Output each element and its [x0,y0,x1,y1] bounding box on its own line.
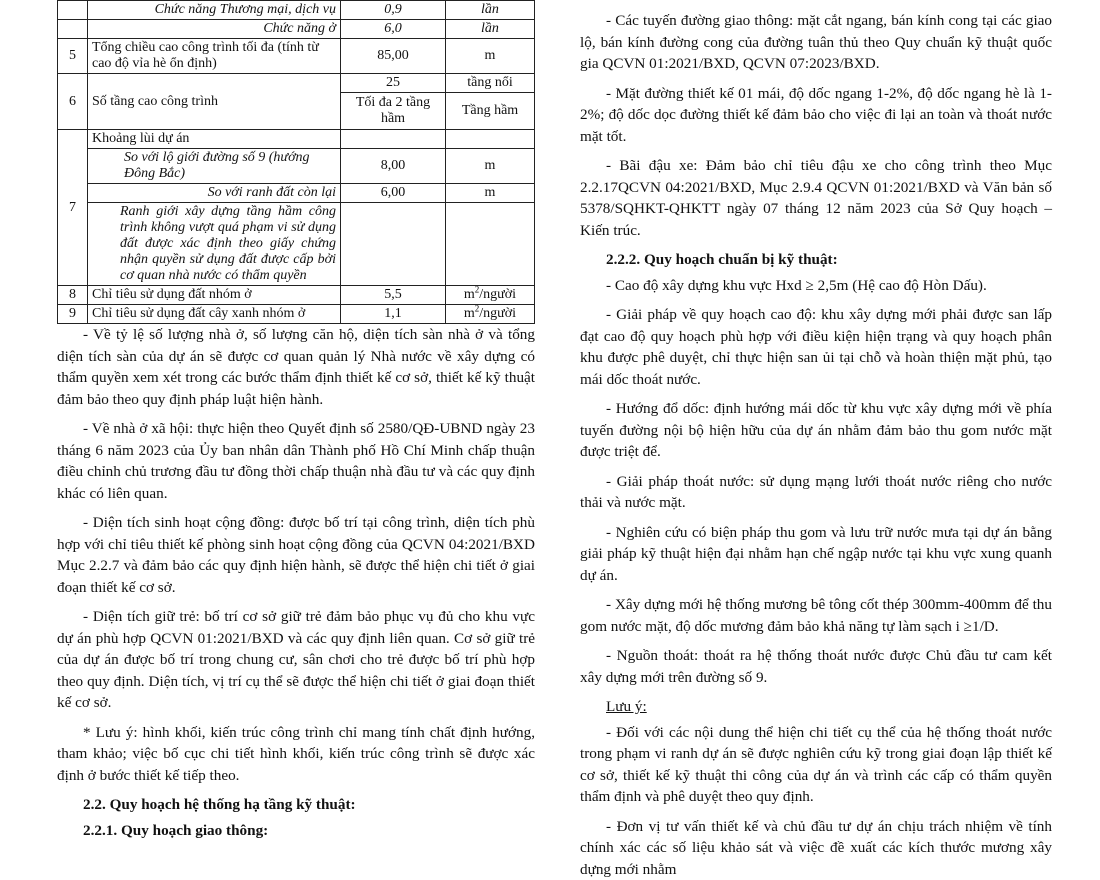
row-sublabel: So với ranh đất còn lại [88,184,341,203]
section-heading: 2.2.1. Quy hoạch giao thông: [57,820,535,842]
paragraph: - Về tỷ lệ số lượng nhà ở, số lượng căn hộ, diện tích sàn nhà ở và tổng diện tích sàn của dự án sẽ được cơ quan quản lý Nhà nước về xây dựng có thẩm quyền xem xét trong các bước thẩm định thiết kế cơ sở, thiết kế kỹ thuật đảm bảo theo quy định pháp luật hiện hành. [57,324,535,410]
paragraph: - Bãi đậu xe: Đảm bảo chỉ tiêu đậu xe cho công trình theo Mục 2.2.17QCVN 04:2021/BXD, Mục 2.9.4 QCVN 01:2021/BXD và Văn bản số 5378/SQHKT-QHKTT ngày 07 tháng 12 năm 2023 của Sở Quy hoạch – Kiến trúc. [580,155,1052,241]
table-row [58,305,535,324]
paragraph: * Lưu ý: hình khối, kiến trúc công trình chỉ mang tính chất định hướng, tham khảo; việc bố cục chi tiết hình khối, kiến trúc công trình sẽ được xác định ở bước thiết kế tiếp theo. [57,722,535,787]
paragraph: - Đối với các nội dung thể hiện chi tiết cụ thể của hệ thống thoát nước trong phạm vi ranh dự án sẽ được nghiên cứu kỹ trong giai đoạn lập thiết kế cơ sở, thiết kế kỹ thuật thi công của dự án và trình các cấp có thẩm quyền thẩm định và phê duyệt theo quy định. [580,722,1052,808]
row-value: 6,00 [341,184,446,203]
paragraph: - Giải pháp thoát nước: sử dụng mạng lưới thoát nước riêng cho nước thải và nước mặt. [580,471,1052,514]
row-sublabel: So với lộ giới đường số 9 (hướng Đông Bắc) [88,149,341,184]
paragraph: - Mặt đường thiết kế 01 mái, độ dốc ngang 1-2%, độ dốc ngang hè là 1-2%; độ dốc dọc đường thiết kế đảm bảo cho việc đi lại an toàn và thoát nước mặt tốt. [580,83,1052,148]
left-column [57,0,535,841]
table-row [58,20,535,39]
row-label: Chỉ tiêu sử dụng đất nhóm ở [88,286,341,305]
table-row [58,1,535,20]
row-unit: lần [446,20,535,39]
row-value: 25 [341,74,446,93]
row-value: 0,9 [341,1,446,20]
section-heading: 2.2. Quy hoạch hệ thống hạ tầng kỹ thuật: [57,794,535,816]
table-row [58,203,535,286]
row-unit [446,286,535,305]
paragraph: - Các tuyến đường giao thông: mặt cắt ngang, bán kính cong tại các giao lộ, bán kính đường cong của đường tuân thủ theo Quy chuẩn kỹ thuật quốc gia QCVN 01:2021/BXD, QCVN 07:2023/BXD. [580,10,1052,75]
row-number: 7 [58,130,88,286]
row-value: 5,5 [341,286,446,305]
row-value: 6,0 [341,20,446,39]
unit-suffix: /người [479,287,516,302]
row-value: 8,00 [341,149,446,184]
row-unit: tầng nổi [446,74,535,93]
paragraph: - Về nhà ở xã hội: thực hiện theo Quyết định số 2580/QĐ-UBND ngày 23 tháng 6 năm 2023 của Ủy ban nhân dân Thành phố Hồ Chí Minh chấp thuận điều chỉnh chủ trương đầu tư đồng thời chấp thuận nhà đầu tư và các quy định khác có liên quan. [57,418,535,504]
table-row [58,149,535,184]
note-label [580,696,1052,718]
row-unit: m [446,39,535,74]
unit-suffix: /người [479,306,516,321]
spec-table [57,0,535,324]
row-value: 85,00 [341,39,446,74]
paragraph: - Giải pháp về quy hoạch cao độ: khu xây dựng mới phải được san lấp đạt cao độ quy hoạch phù hợp với điều kiện hiện trạng và quy hoạch phân khu được phê duyệt, chỉ thực hiện san ủi tại chỗ và hoàn thiện mặt phủ, tạo mái dốc thoát nước. [580,304,1052,390]
paragraph: - Nguồn thoát: thoát ra hệ thống thoát nước được Chủ đầu tư cam kết xây dựng mới trên đường số 9. [580,645,1052,688]
table-row [58,39,535,74]
row-label: Số tầng cao công trình [88,74,341,130]
row-unit: m [446,149,535,184]
unit-base: m [464,287,475,302]
table-row [58,286,535,305]
paragraph: - Hướng đổ dốc: định hướng mái dốc từ khu vực xây dựng mới về phía tuyến đường nội bộ hiện hữu của dự án nhằm đảm bảo thu gom nước mặt được triệt để. [580,398,1052,463]
paragraph: - Xây dựng mới hệ thống mương bê tông cốt thép 300mm-400mm để thu gom nước mặt, độ dốc mương đảm bảo khả năng tự làm sạch i ≥1/D. [580,594,1052,637]
paragraph: - Cao độ xây dựng khu vực Hxd ≥ 2,5m (Hệ cao độ Hòn Dấu). [580,275,1052,297]
row-unit [446,305,535,324]
row-unit: lần [446,1,535,20]
row-value: 1,1 [341,305,446,324]
paragraph: - Nghiên cứu có biện pháp thu gom và lưu trữ nước mưa tại dự án bằng giải pháp kỹ thuật hiện đại nhằm hạn chế ngập nước tại khu vực xung quanh dự án. [580,522,1052,587]
row-label: Chức năng ở [88,20,341,39]
row-unit: Tầng hầm [446,93,535,130]
row-unit: m [446,184,535,203]
row-sublabel: Ranh giới xây dựng tầng hầm công trình không vượt quá phạm vi sử dụng đất được xác định theo giấy chứng nhận quyền sử dụng đất được cấp bởi cơ quan nhà nước có thẩm quyền [88,203,341,286]
row-number: 5 [58,39,88,74]
row-number: 8 [58,286,88,305]
table-row [58,74,535,93]
table-row [58,184,535,203]
unit-base: m [464,306,475,321]
row-label: Tổng chiều cao công trình tối đa (tính từ cao độ vỉa hè ổn định) [88,39,341,74]
section-heading: 2.2.2. Quy hoạch chuẩn bị kỹ thuật: [580,249,1052,271]
unit-superscript: 2 [475,303,480,313]
right-column [580,0,1052,880]
row-label: Chỉ tiêu sử dụng đất cây xanh nhóm ở [88,305,341,324]
note-label-text: Lưu ý: [606,698,647,715]
row-label: Chức năng Thương mại, dịch vụ [88,1,341,20]
row-number: 6 [58,74,88,130]
paragraph: - Diện tích giữ trẻ: bố trí cơ sở giữ trẻ đảm bảo phục vụ đủ cho khu vực dự án phù hợp QCVN 01:2021/BXD và các quy định liên quan. Cơ sở giữ trẻ của dự án được bố trí trong chung cư, sân chơi cho trẻ được bố trí phù hợp theo quy định. Diện tích, vị trí cụ thể sẽ được thể hiện chi tiết ở giai đoạn thiết kế cơ sở. [57,606,535,714]
paragraph: - Đơn vị tư vấn thiết kế và chủ đầu tư dự án chịu trách nhiệm về tính chính xác các số liệu khảo sát và việc đề xuất các kích thước mương xây dựng mới nhằm [580,816,1052,880]
row-number: 9 [58,305,88,324]
row-label: Khoảng lùi dự án [88,130,341,149]
paragraph: - Diện tích sinh hoạt cộng đồng: được bố trí tại công trình, diện tích phù hợp với chỉ tiêu thiết kế phòng sinh hoạt cộng đồng của QCVN 04:2021/BXD Mục 2.2.7 và đảm bảo các quy định hiện hành, sẽ được thể hiện chi tiết ở giai đoạn thiết kế cơ sở. [57,512,535,598]
unit-superscript: 2 [475,284,480,294]
table-row [58,130,535,149]
row-value: Tối đa 2 tầng hầm [341,93,446,130]
